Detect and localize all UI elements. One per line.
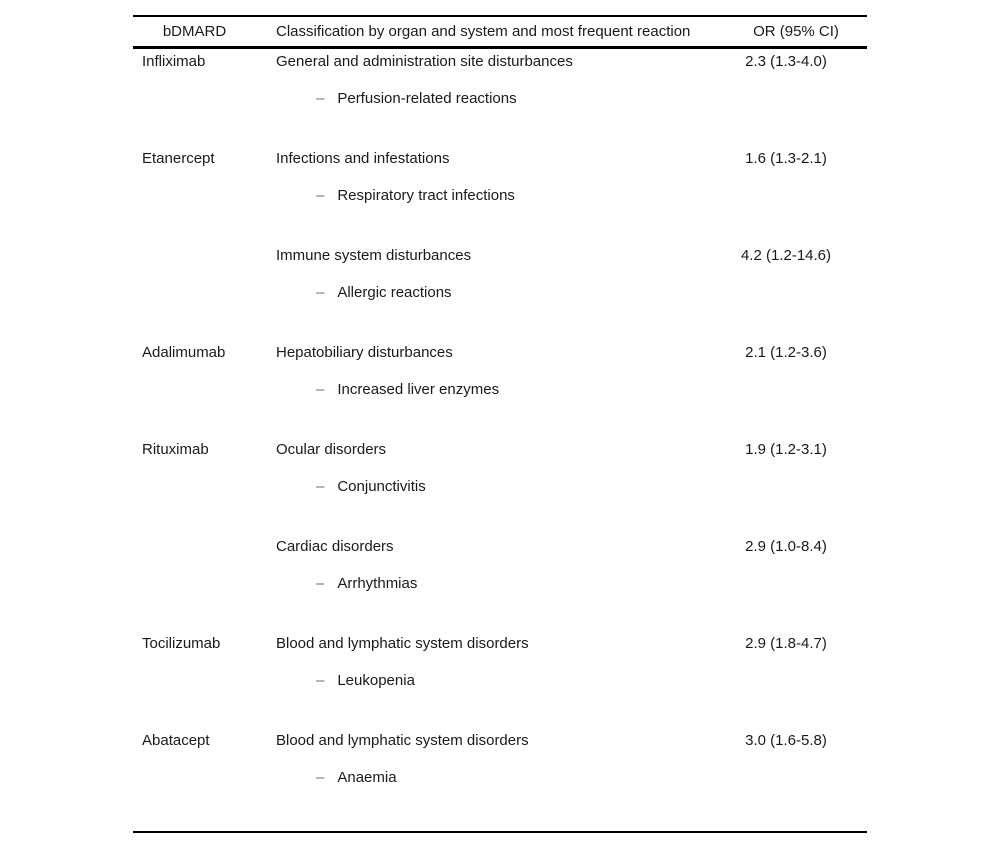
classification-label: Cardiac disorders (276, 537, 394, 555)
drug-name (133, 536, 276, 557)
reaction-label: Increased liver enzymes (337, 380, 500, 398)
drug-name: Adalimumab (142, 343, 226, 361)
or-ci-value: 3.0 (1.6-5.8) (745, 731, 827, 749)
table-row (133, 633, 867, 691)
table-row (133, 148, 867, 206)
table-bottom-rule (133, 831, 867, 833)
table-row (133, 245, 867, 303)
adverse-reactions-table (133, 15, 867, 833)
reaction-label: Respiratory tract infections (337, 186, 515, 204)
table-row (133, 536, 867, 594)
drug-name: Infliximab (142, 52, 206, 70)
dash-bullet-icon: – (316, 574, 325, 592)
table-row (133, 439, 867, 497)
drug-name (133, 245, 276, 266)
drug-name: Abatacept (142, 731, 210, 749)
table-body (133, 51, 867, 788)
classification-label: Immune system disturbances (276, 246, 472, 264)
or-ci-value: 4.2 (1.2-14.6) (740, 246, 832, 264)
dash-bullet-icon: – (316, 283, 325, 301)
table-header-row (133, 17, 867, 46)
or-ci-value: 1.9 (1.2-3.1) (745, 440, 827, 458)
header-separator-rule (133, 46, 867, 49)
classification-label: General and administration site disturbances (276, 52, 573, 70)
dash-bullet-icon: – (316, 671, 325, 689)
table-row (133, 51, 867, 109)
or-ci-value: 2.9 (1.8-4.7) (745, 634, 827, 652)
drug-name: Rituximab (142, 440, 209, 458)
or-ci-value: 2.9 (1.0-8.4) (745, 537, 827, 555)
reaction-label: Arrhythmias (337, 574, 418, 592)
reaction-label: Allergic reactions (337, 283, 452, 301)
column-header-bdmard: bDMARD (162, 23, 227, 40)
classification-label: Hepatobiliary disturbances (276, 343, 453, 361)
reaction-label: Leukopenia (337, 671, 415, 689)
reaction-label: Anaemia (337, 768, 397, 786)
table-row (133, 342, 867, 400)
classification-label: Infections and infestations (276, 149, 450, 167)
column-header-classification: Classification by organ and system and most frequent reaction (276, 23, 691, 40)
classification-label: Ocular disorders (276, 440, 387, 458)
table-row (133, 730, 867, 788)
reaction-label: Perfusion-related reactions (337, 89, 517, 107)
drug-name: Tocilizumab (142, 634, 221, 652)
dash-bullet-icon: – (316, 380, 325, 398)
reaction-label: Conjunctivitis (337, 477, 426, 495)
dash-bullet-icon: – (316, 768, 325, 786)
dash-bullet-icon: – (316, 186, 325, 204)
dash-bullet-icon: – (316, 89, 325, 107)
or-ci-value: 1.6 (1.3-2.1) (745, 149, 827, 167)
or-ci-value: 2.1 (1.2-3.6) (745, 343, 827, 361)
column-header-or-ci: OR (95% CI) (753, 23, 839, 40)
or-ci-value: 2.3 (1.3-4.0) (745, 52, 827, 70)
dash-bullet-icon: – (316, 477, 325, 495)
drug-name: Etanercept (142, 149, 215, 167)
classification-label: Blood and lymphatic system disorders (276, 731, 529, 749)
classification-label: Blood and lymphatic system disorders (276, 634, 529, 652)
